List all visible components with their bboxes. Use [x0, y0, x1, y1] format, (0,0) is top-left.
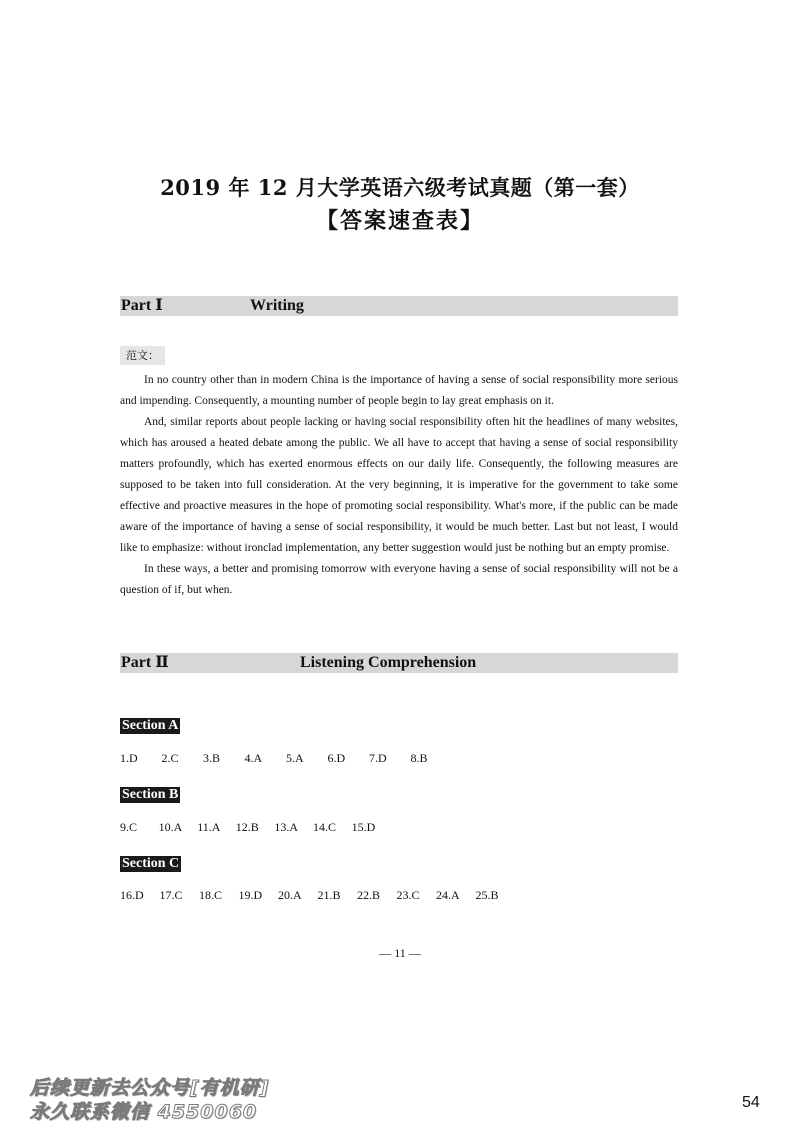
answer-item: 24.A: [436, 888, 460, 902]
part-2-title: Listening Comprehension: [300, 654, 477, 671]
answer-item: 23.C: [396, 888, 420, 902]
answer-item: 3.B: [203, 751, 221, 765]
sample-essay-label: 范文：: [120, 346, 165, 365]
answer-item: 4.A: [244, 751, 263, 765]
answer-item: 20.A: [278, 888, 302, 902]
sample-essay: [120, 370, 678, 601]
answer-item: 9.C: [120, 820, 138, 834]
section-a-answers: [120, 750, 452, 766]
answer-item: 14.C: [312, 820, 336, 834]
section-a-label: Section A: [122, 718, 179, 733]
part-1-header: [120, 296, 678, 316]
answer-item: 16.D: [120, 888, 144, 902]
watermark-line-1: 后续更新去公众号[有机研]: [30, 1077, 270, 1099]
essay-paragraph: In these ways, a better and promising tomorrow with everyone having a sense of social responsibility will not be a question of if, but when.: [120, 563, 678, 596]
part-2-header: [120, 653, 678, 673]
section-b-label: Section B: [122, 787, 179, 802]
essay-paragraph: In no country other than in modern China is the importance of having a sense of social responsibility more serious and impending. Consequently, a mounting number of people begin to lay great emphasis on it.: [120, 374, 678, 407]
answer-item: 8.B: [410, 751, 428, 765]
answer-item: 10.A: [158, 820, 183, 834]
section-c-label: Section C: [122, 856, 180, 871]
corner-page-number: 54: [742, 1094, 760, 1111]
part-1-title: Writing: [250, 297, 304, 314]
section-c-answers: [120, 887, 515, 903]
answer-item: 11.A: [197, 820, 221, 834]
answer-item: 17.C: [159, 888, 183, 902]
answer-item: 18.C: [199, 888, 223, 902]
answer-item: 6.D: [327, 751, 346, 765]
answer-item: 7.D: [369, 751, 387, 765]
answer-item: 15.D: [351, 820, 376, 834]
answer-item: 21.B: [317, 888, 341, 902]
part-1-label: Part Ⅰ: [121, 297, 163, 314]
page-title: 2019 年 12 月大学英语六级考试真题（第一套）: [160, 175, 640, 200]
answer-item: 2.C: [161, 751, 179, 765]
answer-item: 5.A: [286, 751, 304, 765]
answer-item: 13.A: [274, 820, 299, 834]
answer-item: 12.B: [235, 820, 259, 834]
section-b-answers: [120, 819, 390, 835]
answer-item: 19.D: [238, 888, 263, 902]
essay-paragraph: And, similar reports about people lacking or having social responsibility often hit the headlines of many websites, which has aroused a heated debate among the public. We all have to accept that having a sense of social responsibility matters profoundly, which has exerted enormous effects on our daily life. Consequently, the following measures are supposed to be taken into full consideration. At the very beginning, it is imperative for the government to take some effective and proactive measures in the hope of promoting social responsibility. What's more, if the public can be made aware of the importance of having a sense of social responsibility, it would be much better. Last but not least, I would like to emphasize: without ironclad implementation, any better suggestion would just be nothing but an empty promise.: [120, 416, 678, 554]
part-2-label: Part Ⅱ: [121, 654, 169, 671]
answer-item: 25.B: [475, 888, 499, 902]
page-number: — 11 —: [379, 946, 421, 960]
watermark-line-2: 永久联系微信 4550060: [30, 1101, 258, 1123]
answer-item: 22.B: [357, 888, 381, 902]
page-subtitle: 【答案速查表】: [315, 208, 484, 234]
answer-item: 1.D: [120, 751, 138, 765]
